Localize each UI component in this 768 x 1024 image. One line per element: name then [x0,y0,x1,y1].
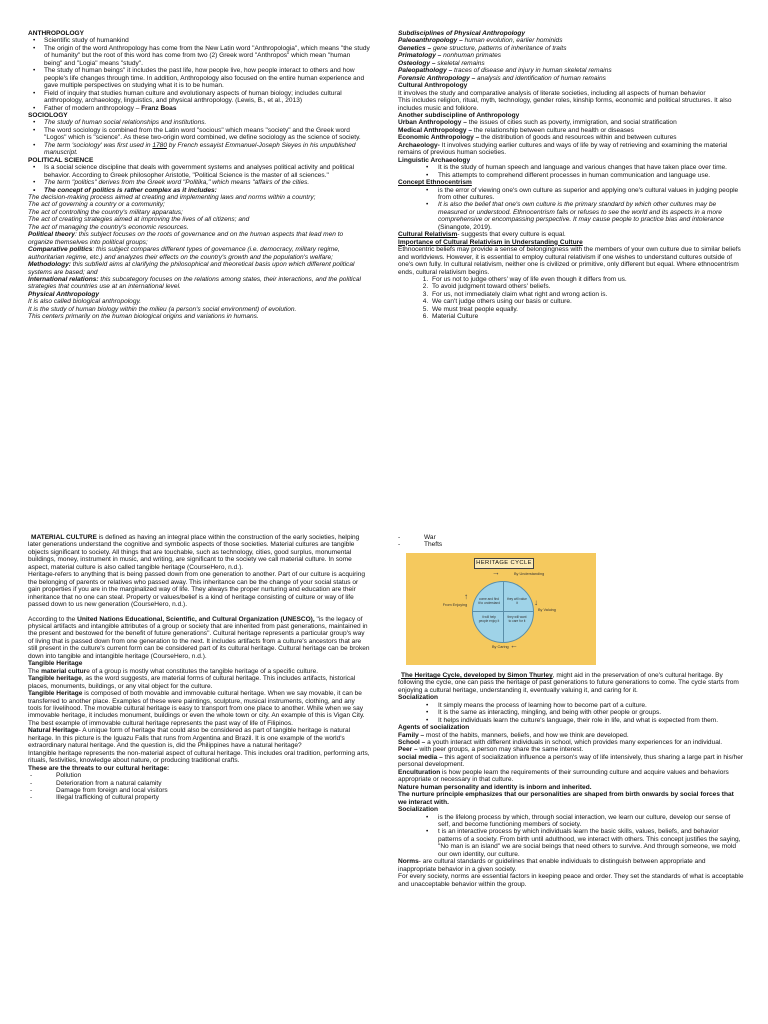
sociology-list [28,119,370,156]
sociology-term-text: The term 'sociology' was first used in [44,141,153,149]
socialization-list-2 [398,814,744,859]
list-item [44,105,370,112]
politics-line: The act of managing the country's economic resources. [28,223,189,231]
text: e of a group is mostly what constitutes the tangible heritage of a specific culture. [86,667,319,675]
father-name: Franz Boas [141,104,177,112]
unesco-pre: According to the [28,615,78,623]
list-item: • The concept of politics is rather complex as it includes: [44,187,370,194]
list-item: • Field of inquiry that studies human culture and evolutionary aspects of human biology; includes cultural anthropology, archaeology, linguistics, and physical anthropology. (Lewis, B., et al., 2013) [44,90,370,105]
list-item: - Illegal trafficking of cultural property [56,794,370,801]
arrow-icon: ← [510,640,518,650]
divider [473,611,533,612]
political-science-heading: POLITICAL SCIENCE [28,156,94,164]
threats-list-continued [398,534,744,549]
list-item: 5. We must treat people equally. [430,306,744,313]
physical-line: It is also called biological anthropology. [28,298,142,306]
term-label: Norms [398,858,419,866]
term-label: School – [398,738,426,746]
father-label: Father of modern anthropology – [44,104,142,112]
threats-heading: These are the threats to our cultural heritage: [28,764,170,772]
physical-line: It is the study of human biology within the milieu (a person's social environment) of evolution. [28,305,297,313]
term-label: Medical Anthropology – [398,126,472,134]
term-text: , might aid in the preservation of one's cultural heritage. By following the cycle, one can pass the heritage of past generations to future generations to come. The cycle starts from enjoying a cultural heritage, understanding it, eventually valuing it, and caring for it. [398,671,739,694]
quadrant-text: they will want to care for it [507,614,527,623]
term-label: Peer – [398,746,418,754]
quadrant-text: come and find it to understand [478,596,500,605]
term-text: gene structure, patterns of inheritance of traits [431,44,567,52]
term-label: Enculturation [398,768,441,776]
term-label: Economic Anthropology – [398,134,480,142]
enculturation-def [398,769,744,784]
subdiscipline-item [398,37,744,44]
term-label: Paleopathology – [398,67,453,75]
norms-para: For every society, norms are essential factors in keeping peace and order. They set the standards of what is acceptable and unacceptable behavior within the group. [398,873,744,888]
ethnocentrism-heading: Concept Ethnocentrism [398,179,472,187]
list-item: - Deterioration from a natural calamity [56,780,370,787]
list-item: • It helps individuals learn the culture's language, their role in life, and what is expected from them. [438,717,744,724]
norms-def [398,858,744,873]
political-science-list [28,164,370,194]
term-text: the distribution of goods and resources within and between cultures [479,134,677,142]
unesco-org: United Nations Educational, Scientific, and Cultural Organization (UNESCO), [77,615,315,623]
term-label: Political theory [28,231,75,239]
term-label: Primatology – [398,52,442,60]
list-item: • The origin of the word Anthropology has come from the New Latin word "Anthropologia", which means "the study of humanity" but the root of this word has come from two (2) Greek word "Anthropos" which mean "human being" and "Logia" means "study". [44,45,370,67]
paragraph [28,675,370,690]
heritage-cycle-para [398,672,744,694]
term-text: - are cultural standards or guidelines that enable individuals to distinguish between appropriate and inappropriate behavior in a given society. [398,858,706,873]
list-item: • is the lifelong process by which, through social interaction, we learn our culture, develop our sense of self, and become functioning members of society. [438,814,744,829]
list-item: • The term "politics" derives from the Greek word "Politika," which means "affairs of the cities. [44,179,370,186]
agent-peer [398,746,744,753]
agent-school [398,739,744,746]
anthropology-list [28,37,370,112]
term-text: - A unique form of heritage that could also be considered as part of tangible heritage is natural heritage. In this picture is the Iguazu Falls that runs from Argentina and Brazil. It is one example of the world's extraordinary natural heritage. And the question is, did the Philippines have a natural heritage? [28,727,351,750]
list-item: • It is the study of human speech and language and various changes that have taken place over time. [438,164,744,171]
subdisciplines-heading: Subdisciplines of Physical Anthropology [398,30,526,37]
list-item [44,142,370,157]
nurture-line: The nurture principle emphasizes that our personalities are shaped from birth onwards by social forces that we interact with. [398,791,734,806]
threats-list [28,772,370,802]
list-item: 2. To avoid judgment toward others' beliefs. [430,283,744,290]
arrow-icon: ↑ [464,591,468,601]
term-text: : this subject focuses on the roots of governance and on the human aspects that lead men to organize themselves into political groups; [28,231,344,246]
term-text: this subfield aims at clarifying the philosophical and theoretical basis upon which different political systems are based; and [28,261,355,276]
term-label: Cultural Relativism [398,231,458,239]
citation: (Sinangote, 2019). [438,223,492,231]
quadrant-top-left [28,30,370,321]
subdiscipline-item [398,60,744,67]
term-text: human evolution, earlier hominids [462,37,563,45]
cultural-anthropology-heading: Cultural Anthropology [398,82,468,90]
term-text: is composed of both movable and immovable cultural heritage. When we say movable, it can be transferred to another place. Examples of these were paintings, sculpture, musical instruments, clothing, and any tools for livelihood. The movable cultural heritage is easy to transport from one place to another. While when we say immovable heritage, it includes monument, buildings or even the whole town or city. An example of this is Vigan City. The best example of immovable cultural heritage represents the past way of life of Filipinos. [28,690,365,727]
unesco-text: "is the legacy of physical artifacts and intangible attributes of a group or society that are inherited from past generations, maintained in the present and bestowed for the benefit of future generations". Cultural heritage represents a particular group's way of living that is passed down from one generation to the next. It includes artifacts from a culture's ancestors that are still present in the culture's current form can be considered part of its cultural heritage. Cultural heritage can be broken down into tangible and intangible heritage (CourseHero, n.d.). [28,615,370,660]
term-label: MATERIAL CULTURE [31,534,97,541]
agents-heading: Agents of socialization [398,724,470,732]
term-text: this agent of socialization influence a person's way of life intensively, thus sharing a large part in his/her personal development. [398,753,744,769]
subdiscipline-item [398,52,744,59]
term-text: the relationship between culture and health or diseases [471,126,634,134]
economic-anthropology-def [398,134,744,141]
term-label: Methodology: [28,261,71,269]
list-item: • It is the same as interacting, mingling, and being with other people or groups. [438,709,744,716]
list-item: • The study of human beings" it includes the past life, how people live, how people interact to others and how people's life changes through time. In addition, Anthropology also focused on the entire human experience and gave multiple perspectives on studying what it is to be human. [44,67,370,89]
text: The [28,667,42,675]
paragraph: It involves the study and comparative analysis of literate societies, including all aspects of human behavior [398,89,706,97]
term-text: with peer groups, a person may share the same interest. [417,746,584,754]
physical-line: This centers primarily on the human biological origins and variations in humans. [28,313,259,321]
agent-social-media [398,754,744,769]
sociology-year: 1780 [152,141,167,149]
politics-line: The decision-making process aimed at creating and implementing laws and norms within a country; [28,193,316,201]
unesco-para [28,616,370,661]
list-item: - Thefts [424,541,744,548]
politics-line: The act of governing a country or a community; [28,201,165,209]
methodology-def [28,261,370,276]
list-item: 4. We can't judge others using our basis or culture. [430,298,744,305]
term-text: It involves studying earlier cultures and ways of life by way of retrieving and examining the material remains of previous human societies. [398,141,728,157]
tangible-heritage-heading: Tangible Heritage [28,660,83,668]
list-item: 6. Material Culture [430,313,744,320]
term-label: Family – [398,731,425,739]
intangible-heritage-para: Intangible heritage represents the non-material aspect of cultural heritage. This includes oral tradition, performing arts, rituals, festivities, knowledge about nature, or producing traditional crafts. [28,749,370,765]
term-text: : this subject compares different types of governance (i.e. democracy, military regime, authoritarian regime, etc.) and analyzes their effects on the country's growth and the population's welfare; [28,246,340,261]
paragraph [28,668,370,675]
list-item: • Is a social science discipline that deals with government systems and analyses political activity and political behavior. According to Greek philosopher Aristotle, "Political Science is the master of all sciences." [44,164,370,179]
term-text: is how people learn the requirements of their surrounding culture and acquire values and behaviors appropriate or necessary in that culture. [398,768,729,784]
term-text: most of the habits, manners, beliefs, and how we think are developed. [424,731,629,739]
label-by-valuing: By Valuing [538,607,556,612]
paragraph: Ethnocentric beliefs may provide a sense of belongingness with the members of your own culture due to similar beliefs and worldviews. However, it is essential to employ cultural relativism if one wishes to understand cultures outside of one's own fully. In cultural relativism, neither one is civilized or primitive, only different but equal. Where ethnocentrism ends, cultural relativism begins. [398,246,741,276]
term-label: material cultur [41,667,87,675]
term-label: Tangible Heritage [28,690,83,698]
subdiscipline-item [398,45,744,52]
anthropology-heading: ANTHROPOLOGY [28,30,85,37]
term-text: nonhuman primates [441,52,501,60]
material-culture-para [28,534,370,571]
list-item: - Pollution [56,772,370,779]
term-label: The Heritage Cycle, developed by Simon Thurley [401,671,553,679]
quadrant-top-right [398,30,744,321]
list-item: • It simply means the process of learning how to become part of a culture. [438,702,744,709]
importance-heading: Importance of Cultural Relativism in Understanding Culture [398,238,583,246]
label-from-enjoying: From Enjoying [442,602,468,607]
physical-anthropology-heading: Physical Anthropology [28,290,100,298]
list-item: • is the error of viewing one's own culture as superior and applying one's cultural values in judging people from other cultures. [438,187,744,202]
socialization-list [398,702,744,724]
socialization-heading: Socialization [398,694,439,702]
medical-anthropology-def [398,127,744,134]
term-label: Genetics – [398,44,432,52]
heritage-cycle-diagram [406,553,596,665]
list-item: • This attempts to comprehend different processes in human communication and language use. [438,172,744,179]
socialization-heading-2: Socialization [398,806,439,814]
paragraph: This includes religion, ritual, myth, technology, gender roles, kinship forms, economic and political structures. It also includes music and folklore. [398,97,732,112]
list-item: • The word sociology is combined from the Latin word "socious" which means "society" and the Greek word "Logos" which is "science". As these two-origin word combined, we define sociology as the science of society. [44,127,370,142]
agent-family [398,732,744,739]
list-item: - War [424,534,744,541]
sociology-heading: SOCIOLOGY [28,111,68,119]
list-item: 1. For us not to judge others' way of life even though it differs from us. [430,276,744,283]
another-subdiscipline-heading: Another subdiscipline of Anthropology [398,111,520,119]
archaeology-def [398,142,744,157]
term-text: a youth interact with different individuals in school, which provides many experiences for an individual. [425,738,723,746]
term-label: Comparative politics [28,246,93,254]
term-text: is defined as having an integral place within the construction of the early societies, helping later generations understand the cognitive and symbolic aspects of those societies. Material cultures are tangible objects significant to society. All things that are touchable, such as technology, cities, good surplus, monumental buildings, money, instrument in music, and writing, are significant to the society we call material culture. In some aspect, material culture is also called tangible heritage (CourseHero, n.d.). [28,534,360,571]
list-item: 3. For us, not immediately claim what right and wrong action is. [430,291,744,298]
term-label: Archaeology- [398,141,440,149]
term-text: this subcategory focuses on the relations among states, their interactions, and the political strategies that countries use at an international level. [28,275,361,291]
linguistic-archaeology-heading: Linguistic Archaeology [398,156,471,164]
quadrant-text: they will value it [507,596,527,605]
quadrant-text: it will help people enjoy it [478,614,500,623]
list-item: - Damage from foreign and local visitors [56,787,370,794]
term-label: Paleoanthropology – [398,37,463,45]
term-text: , as the word suggests, are material forms of cultural heritage. This includes artifacts, historical places, monuments, buildings, or any vital object for the culture. [28,675,356,690]
term-text: skeletal remains [435,59,485,67]
term-text: - suggests that every culture is equal. [457,231,566,239]
subdiscipline-item [398,67,744,74]
term-label: Osteology – [398,59,436,67]
politics-line: The act of controlling the country's military apparatus; [28,208,183,216]
natural-heritage-para [28,727,370,749]
term-label: social media – [398,753,443,761]
cycle-circle [472,581,534,643]
term-label: International relations: [28,275,99,283]
term-label: Forensic Anthropology – [398,74,476,82]
label-by-caring: By Caring [492,644,509,649]
nature-line: Nature human personality and identity is inborn and inherited. [398,783,592,791]
international-relations-def [28,276,370,291]
term-label: Tangible heritage [28,675,82,683]
cultural-relativism-def [398,231,744,238]
reasons-list [398,276,744,321]
heritage-para: Heritage-refers to anything that is being passed down from one generation to another. Part of our culture is acquiring the belonging of parents or relatives who passed away. This inheritance can be the change of your social status or gain properties if you are in the marginalized way of life. They always the proper nurturing and education are their inheritance that no one can steal. Property or values/belief is a kind of heritage consisting of culture or way of life passed down to us new generation (CourseHero, n.d.). [28,571,365,609]
quadrant-bottom-left [28,534,370,802]
arrow-icon: → [492,567,500,577]
sociology-term-rest: by French essayist Emmanuel-Joseph Sieyes in his unpublished manuscript. [44,141,356,157]
subdiscipline-item [398,75,744,82]
arrow-icon: ↓ [534,597,538,607]
urban-anthropology-def [398,119,744,126]
label-by-understanding: By Understanding [514,571,545,576]
politics-line: The act of creating strategies aimed at improving the lives of all citizens; and [28,216,250,224]
political-theory-def [28,231,370,246]
paragraph [28,690,370,727]
linguistic-list [398,164,744,179]
list-item: • t is an interactive process by which individuals learn the basic skills, values, beliefs, and behavior patterns of a society. From birth until adulthood, we interact with others. This concept justifies the saying, "No man is an island" we are social beings that need others to survive. And through someone, we mold our own identity, our culture. [438,828,744,858]
list-item: • The study of human social relationships and institutions. [44,119,370,126]
term-label: Natural Heritage [28,727,79,735]
term-text: traces of disease and injury in human skeletal remains [452,67,612,75]
list-item [438,201,744,231]
ethnocentrism-belief: It is also the belief that one's own culture is the primary standard by which other cultures may be measured or understood. Ethnocentrism fails or refuses to see the world and its aspects in a more comprehensive or encompassing perspective. It may cause people to practice bias and intolerance [438,201,725,224]
term-label: Urban Anthropology – [398,119,467,127]
comparative-politics-def [28,246,370,261]
list-item: • Scientific study of humankind [44,37,370,44]
quadrant-bottom-right [398,534,744,888]
term-text: analysis and identification of human remains [475,74,606,82]
ethnocentrism-list [398,187,744,232]
term-text: the issues of cities such as poverty, immigration, and social stratification [466,119,677,127]
diagram-title: HERITAGE CYCLE [474,558,534,569]
